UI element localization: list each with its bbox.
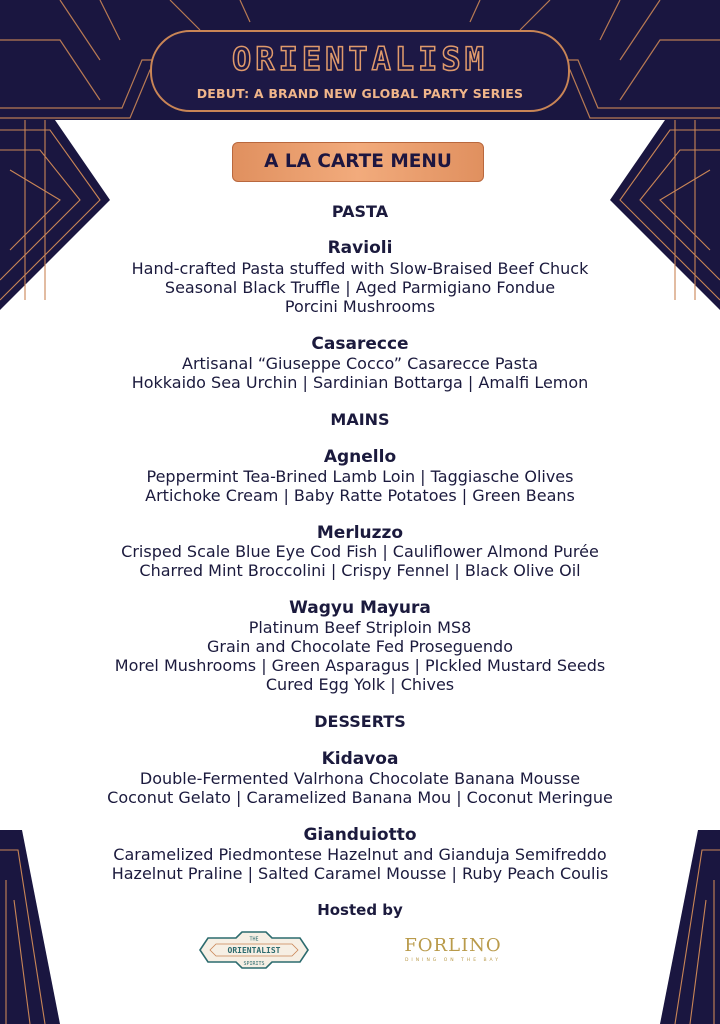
event-title: ORIENTALISM: [232, 40, 488, 78]
forlino-tagline: DINING ON THE BAY: [404, 958, 502, 963]
dish-desc-wagyu-2: Grain and Chocolate Fed Proseguendo: [207, 637, 513, 656]
dish-name-gianduiotto: Gianduiotto: [303, 825, 417, 845]
menu-label-pill: A LA CARTE MENU: [232, 142, 484, 182]
logo1-line3: SPIRITS: [243, 961, 265, 967]
dish-name-ravioli: Ravioli: [327, 238, 393, 258]
dish-desc-merluzzo-2: Charred Mint Broccolini | Crispy Fennel | Black Olive Oil: [139, 561, 581, 580]
forlino-logo: [378, 935, 528, 965]
dish-desc-ravioli-2: Seasonal Black Truffle | Aged Parmigiano Fondue: [164, 278, 556, 297]
dish-desc-merluzzo-1: Crisped Scale Blue Eye Cod Fish | Cauliflower Almond Purée: [121, 542, 599, 561]
section-heading-pasta: PASTA: [331, 202, 389, 221]
dish-desc-ravioli-3: Porcini Mushrooms: [284, 297, 436, 316]
section-heading-mains: MAINS: [330, 410, 390, 429]
section-heading-desserts: DESSERTS: [314, 712, 406, 731]
dish-desc-ravioli-1: Hand-crafted Pasta stuffed with Slow-Braised Beef Chuck: [131, 259, 589, 278]
logo1-line1: THE: [249, 936, 259, 943]
dish-name-agnello: Agnello: [323, 447, 397, 467]
dish-desc-gianduiotto-1: Caramelized Piedmontese Hazelnut and Gianduja Semifreddo: [113, 845, 607, 864]
dish-desc-gianduiotto-2: Hazelnut Praline | Salted Caramel Mousse | Ruby Peach Coulis: [111, 864, 609, 883]
hosted-by-label: Hosted by: [317, 901, 403, 919]
dish-desc-casarecce-1: Artisanal “Giuseppe Cocco” Casarecce Pasta: [182, 354, 538, 373]
dish-name-casarecce: Casarecce: [311, 334, 409, 354]
dish-desc-wagyu-3: Morel Mushrooms | Green Asparagus | PIckled Mustard Seeds: [114, 656, 606, 675]
dish-name-merluzzo: Merluzzo: [316, 523, 404, 543]
dish-desc-kidavoa-1: Double-Fermented Valrhona Chocolate Banana Mousse: [139, 769, 581, 788]
dish-desc-agnello-1: Peppermint Tea-Brined Lamb Loin | Taggiasche Olives: [146, 467, 574, 486]
dish-desc-wagyu-4: Cured Egg Yolk | Chives: [265, 675, 455, 694]
dish-desc-agnello-2: Artichoke Cream | Baby Ratte Potatoes | Green Beans: [145, 486, 575, 505]
dish-desc-kidavoa-2: Coconut Gelato | Caramelized Banana Mou | Coconut Meringue: [107, 788, 613, 807]
dish-desc-casarecce-2: Hokkaido Sea Urchin | Sardinian Bottarga | Amalfi Lemon: [131, 373, 589, 392]
dish-name-wagyu: Wagyu Mayura: [289, 598, 431, 618]
event-subtitle: DEBUT: A BRAND NEW GLOBAL PARTY SERIES: [196, 86, 524, 101]
dish-desc-wagyu-1: Platinum Beef Striploin MS8: [248, 618, 472, 637]
logo1-line2: ORIENTALIST: [227, 946, 281, 955]
orientalist-spirits-logo: [196, 928, 312, 972]
forlino-name: FORLINO: [404, 935, 502, 956]
dish-name-kidavoa: Kidavoa: [321, 749, 399, 769]
